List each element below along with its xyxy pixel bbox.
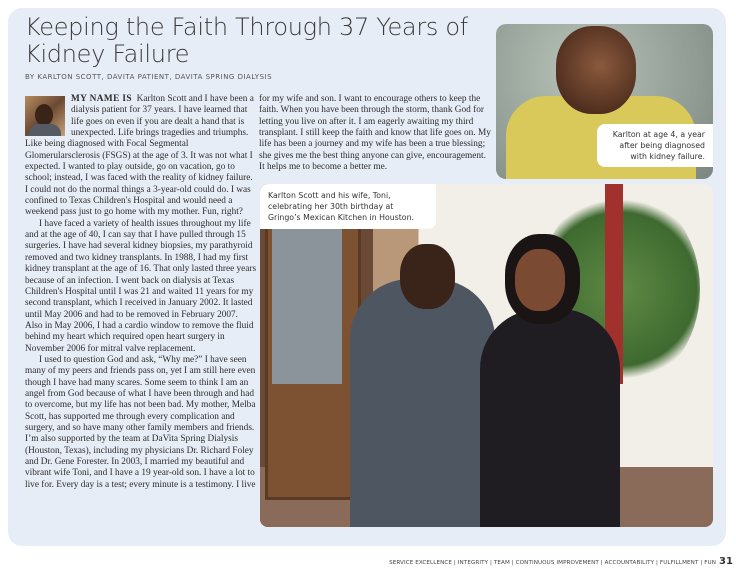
page-number: 31 — [719, 556, 733, 567]
paragraph: I used to question God and ask, “Why me?” I have seen many of my peers and friends pass on, yet I am still here even though I have had many scares. Some seem to think I am an angel from God because of what I have been through and had to overcome, but my life has not been bad. My mother, Melba Scott, has supported me through every complication and surgery, and so have many other family members and friends. I’m also supported by the team at DaVita Spring Dialysis (Houston, Texas), including my physicians Dr. Richard Foley and Dr. Gene Forester. In 2003, I married my beautiful and vibrant wife Toni, and I have a 19 year-old son. I have a lot to live for. Every day is a test; every minute is a testimony. I live — [25, 354, 256, 490]
article-title: Keeping the Faith Through 37 Years of Kidney Failure — [25, 13, 468, 68]
footer-values: SERVICE EXCELLENCE | INTEGRITY | TEAM | CONTINUOUS IMPROVEMENT | ACCOUNTABILITY | FULFILLMENT | FUN — [389, 560, 716, 566]
body-column-1 — [25, 94, 257, 491]
body-column-2 — [259, 94, 491, 173]
lead-in: MY NAME IS — [71, 94, 132, 104]
byline: BY KARLTON SCOTT, DAVITA PATIENT, DAVITA SPRING DIALYSIS — [25, 73, 273, 81]
author-portrait — [25, 96, 65, 136]
childhood-photo-caption: Karlton at age 4, a year after being diagnosed with kidney failure. — [597, 124, 713, 167]
couple-photo — [260, 184, 713, 527]
paragraph: I have faced a variety of health issues throughout my life and at the age of 40, I can say that I have pulled through 15 surgeries. I have had several kidney biopsies, my parathyroid removed and two kidney transplants. In 1988, I had my first kidney transplant at the age of 16. That only lasted three years because of an infection. I went back on dialysis at Texas Children's Hospital until I was 21 and waited 11 years for my second transplant, which I received in January 2002. It lasted until May 2006 and had to be removed in February 2007. Also in May 2006, I had a cardio window to remove the fluid behind my heart which required open heart surgery in November 2006 for mitral valve replacement. — [25, 218, 257, 354]
childhood-photo — [496, 24, 713, 179]
paragraph-text: Karlton Scott and I have been a dialysis patient for 37 years. I have learned that life goes on even if you are dealt a hand that is unexpected. Life brings tragedies and triumphs. Like being diagnosed with Focal Segmental Glomerularsclerosis (FSGS) at the age of 3. It was not what I expected. I wanted to play outside, go on vacation, go to school; instead, I was faced with the reality of kidney failure. I could not do the normal things a 3-year-old could do. I was confined to Texas Children's Hospital and would need a weekend pass just to go home with my mother. Fun, right? — [25, 94, 254, 218]
couple-photo-caption: Karlton Scott and his wife, Toni, celebrating her 30th birthday at Gringo’s Mexican Kitchen in Houston. — [260, 184, 436, 229]
paragraph: for my wife and son. I want to encourage others to keep the faith. When you have been through the storm, thank God for letting you live on after it. I am eagerly awaiting my third transplant. I still keep the faith and know that life goes on. My life has been a journey and my wife has been a true blessing; she gives me the best thing anyone can give, encouragement. It helps me to become a better me. — [259, 94, 491, 173]
